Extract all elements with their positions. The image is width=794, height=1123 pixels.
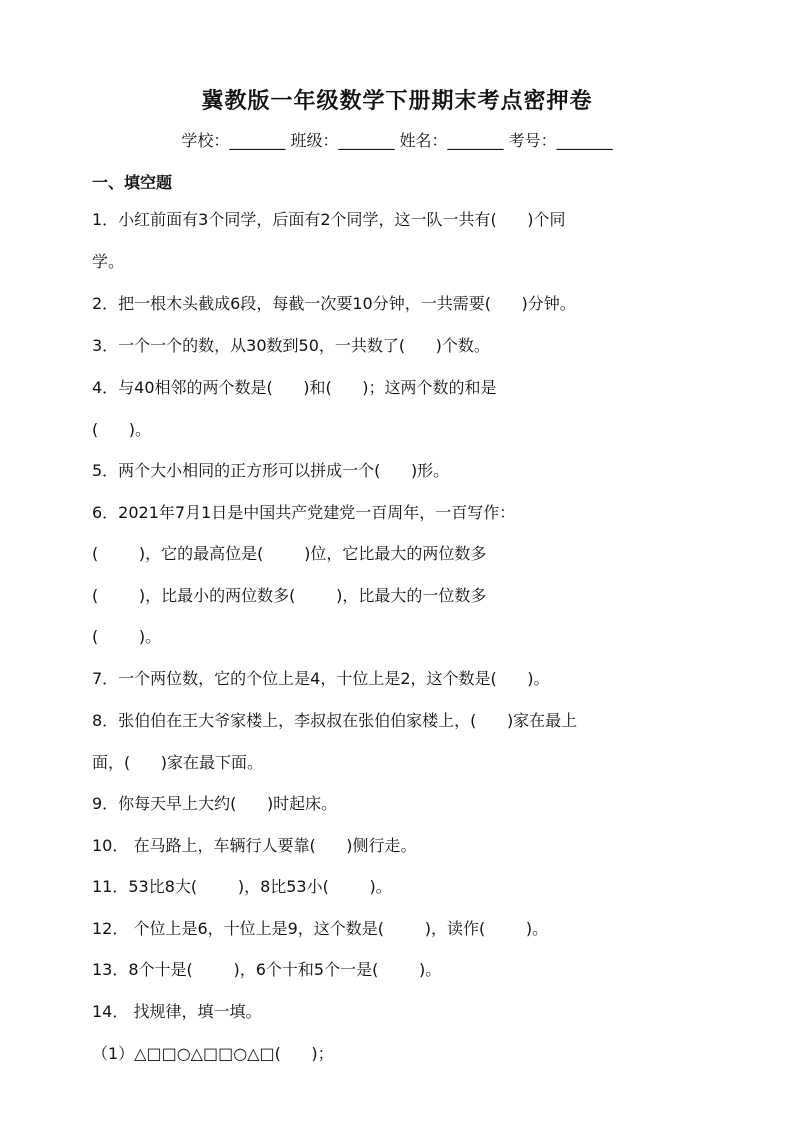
question-line: 1．小红前面有3个同学，后面有2个同学，这一队一共有( )个同 <box>92 210 566 229</box>
exam-title: 冀教版一年级数学下册期末考点密押卷 <box>201 88 593 114</box>
question-line: ( )。 <box>92 420 152 439</box>
student-info-line: 学校：_______ 班级：_______ 姓名：_______ 考号：_______ <box>181 131 613 150</box>
question-line: （1）△□□○△□□○△□( )； <box>92 1044 334 1063</box>
question-line: 14． 找规律，填一填。 <box>92 1002 262 1021</box>
section-heading-fill-blank: 一、填空题 <box>92 173 173 192</box>
question-line: ( )，比最小的两位数多( )，比最大的一位数多 <box>92 586 487 605</box>
question-line: 5．两个大小相同的正方形可以拼成一个( )形。 <box>92 461 450 480</box>
question-line: 2．把一根木头截成6段，每截一次要10分钟，一共需要( )分钟。 <box>92 294 576 313</box>
question-line: ( )。 <box>92 627 162 646</box>
question-line: 4．与40相邻的两个数是( )和( )；这两个数的和是 <box>92 378 497 397</box>
question-line: 3．一个一个的数，从30数到50，一共数了( )个数。 <box>92 336 490 355</box>
question-line: 6．2021年7月1日是中国共产党建党一百周年，一百写作： <box>92 503 516 522</box>
question-line: 7．一个两位数，它的个位上是4，十位上是2，这个数是( )。 <box>92 669 550 688</box>
question-line: 8．张伯伯在王大爷家楼上，李叔叔在张伯伯家楼上，( )家在最上 <box>92 711 578 730</box>
question-line: 12． 个位上是6，十位上是9，这个数是( )，读作( )。 <box>92 919 549 938</box>
question-line: 10． 在马路上，车辆行人要靠( )侧行走。 <box>92 836 417 855</box>
question-line: ( )，它的最高位是( )位，它比最大的两位数多 <box>92 544 487 563</box>
question-line: 9．你每天早上大约( )时起床。 <box>92 794 338 813</box>
question-line: 11．53比8大( )，8比53小( )。 <box>92 877 392 896</box>
question-line: 13．8个十是( )，6个十和5个一是( )。 <box>92 960 442 979</box>
question-line: 学。 <box>92 252 125 271</box>
question-line: 面，( )家在最下面。 <box>92 753 264 772</box>
